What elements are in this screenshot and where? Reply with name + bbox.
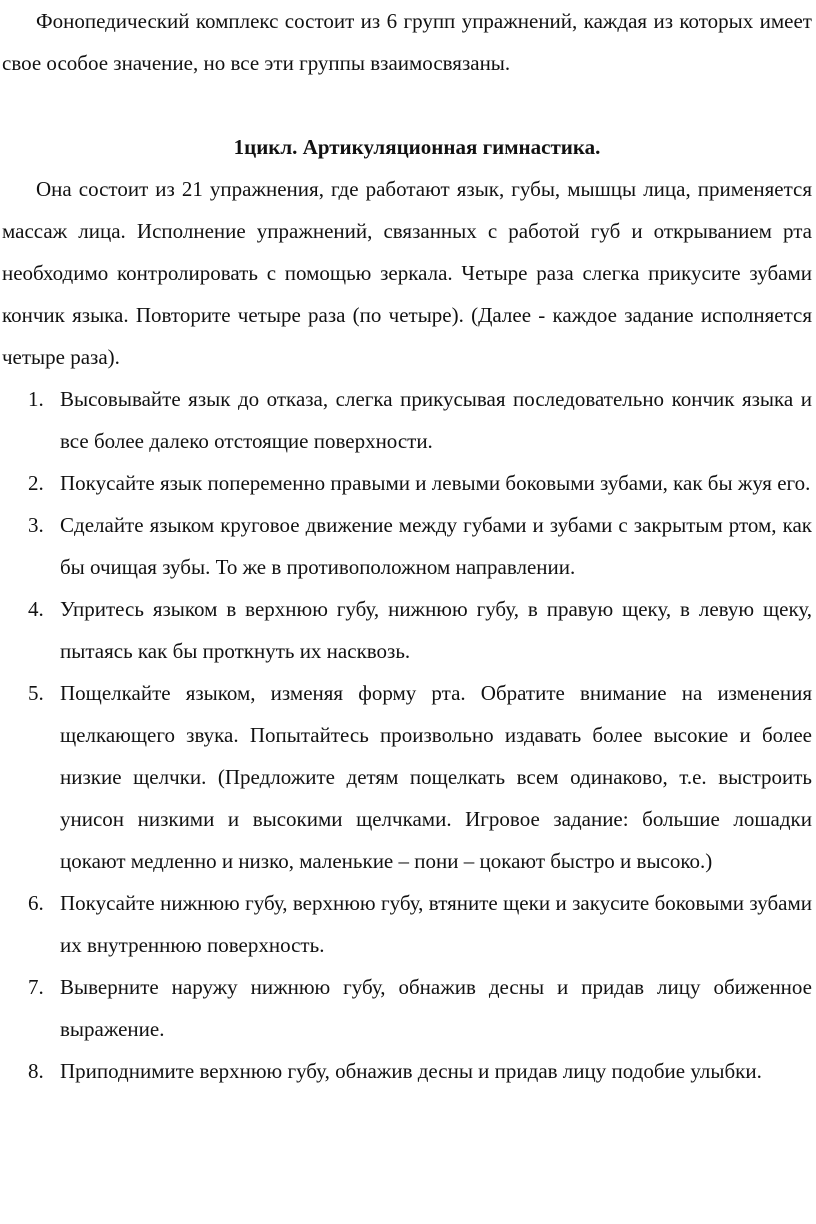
description-paragraph: Она состоит из 21 упражнения, где работают язык, губы, мышцы лица, применяется массаж лица. Исполнение упражнений, связанных с работой губ и открыванием рта необходимо контролировать с помощью зеркала. Четыре раза слегка прикусите зубами кончик языка. Повторите четыре раза (по четыре). (Далее - каждое задание исполняется четыре раза).: [2, 177, 812, 369]
list-item-text: Пощелкайте языком, изменяя форму рта. Обратите внимание на изменения щелкающего звука. Попытайтесь произвольно издавать более высокие и более низкие щелчки. (Предложите детям пощелкать всем одинаково, т.е. выстроить унисон низкими и высокими щелчками. Игровое задание: большие лошадки цокают медленно и низко, маленькие – пони – цокают быстро и высоко.): [60, 681, 812, 873]
list-item: [2, 504, 812, 588]
list-item-text: Покусайте нижнюю губу, верхнюю губу, втяните щеки и закусите боковыми зубами их внутреннюю поверхность.: [60, 891, 812, 957]
exercise-list: [2, 378, 812, 1092]
list-item: [2, 378, 812, 462]
list-item-number: 7.: [28, 975, 44, 999]
list-item-text: Покусайте язык попеременно правыми и левыми боковыми зубами, как бы жуя его.: [60, 471, 811, 495]
list-item-number: 8.: [28, 1059, 44, 1083]
list-item-text: Выверните наружу нижнюю губу, обнажив десны и придав лицу обиженное выражение.: [60, 975, 812, 1041]
list-item-number: 1.: [28, 387, 44, 411]
list-item: [2, 588, 812, 672]
list-item-text: Приподнимите верхнюю губу, обнажив десны и придав лицу подобие улыбки.: [60, 1059, 762, 1083]
list-item-text: Сделайте языком круговое движение между губами и зубами с закрытым ртом, как бы очищая зубы. То же в противоположном направлении.: [60, 513, 812, 579]
list-item: [2, 882, 812, 966]
list-item-text: Высовывайте язык до отказа, слегка прикусывая последовательно кончик языка и все более далеко отстоящие поверхности.: [60, 387, 812, 453]
list-item: [2, 966, 812, 1050]
document-page: [2, 0, 812, 1092]
intro-paragraph: Фонопедический комплекс состоит из 6 групп упражнений, каждая из которых имеет свое особое значение, но все эти группы взаимосвязаны.: [2, 9, 812, 75]
list-item: [2, 1050, 812, 1092]
list-item-text: Упритесь языком в верхнюю губу, нижнюю губу, в правую щеку, в левую щеку, пытаясь как бы проткнуть их насквозь.: [60, 597, 812, 663]
list-item: [2, 672, 812, 882]
list-item-number: 5.: [28, 681, 44, 705]
section-heading: 1цикл. Артикуляционная гимнастика.: [233, 135, 601, 159]
list-item: [2, 462, 812, 504]
list-item-number: 2.: [28, 471, 44, 495]
list-item-number: 3.: [28, 513, 44, 537]
list-item-number: 4.: [28, 597, 44, 621]
list-item-number: 6.: [28, 891, 44, 915]
